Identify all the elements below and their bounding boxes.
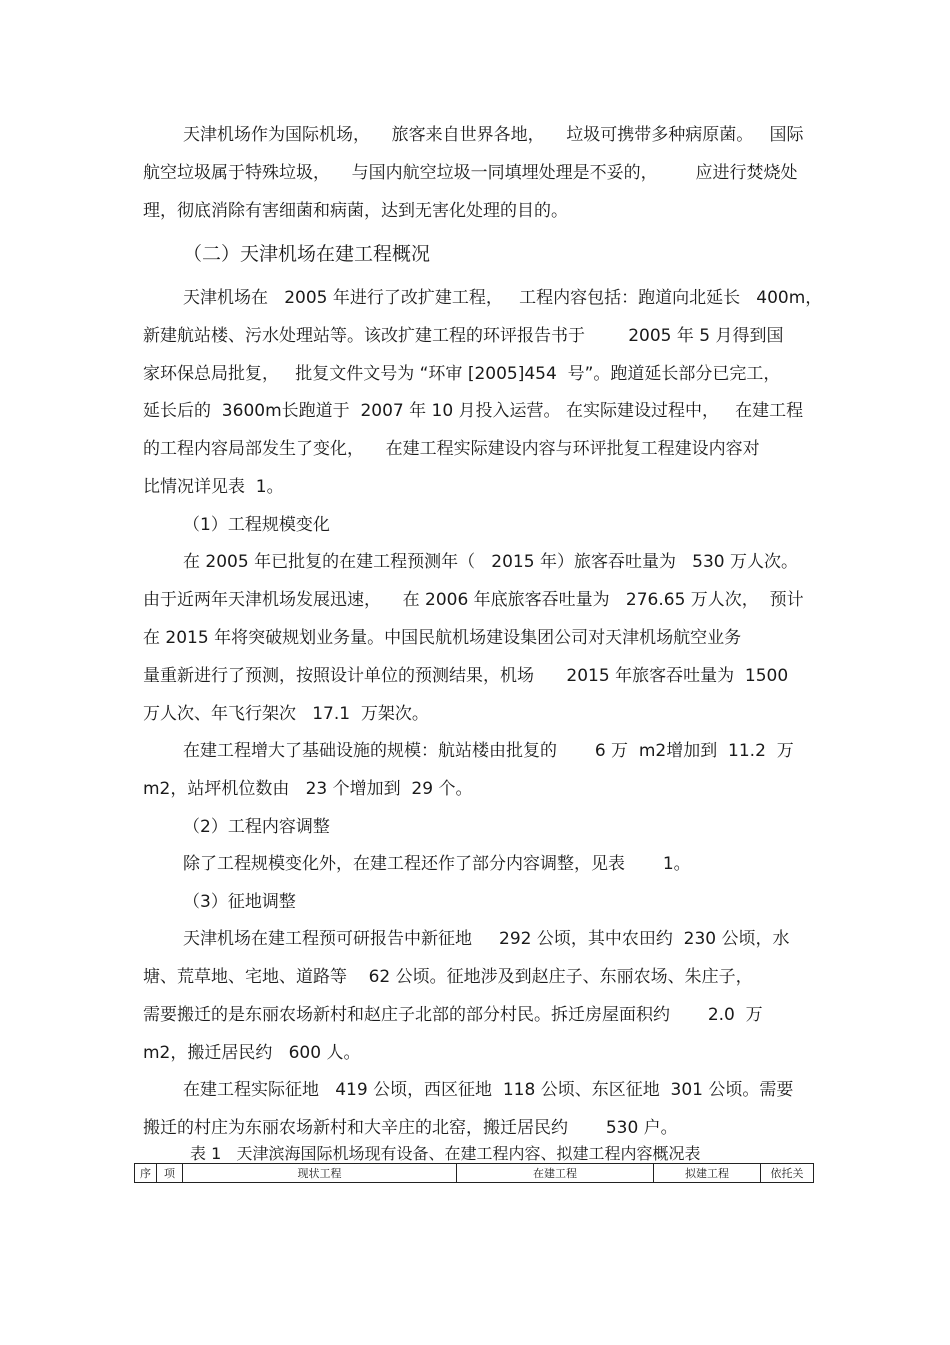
paragraph-line: 天津机场在 2005 年进行了改扩建工程， 工程内容包括：跑道向北延长 400m， <box>183 288 823 308</box>
paragraph-line: 比情况详见表 1。 <box>143 477 284 497</box>
col-header-dependency: 依托关 <box>761 1164 814 1183</box>
paragraph-line: 由于近两年天津机场发展迅速， 在 2006 年底旅客吞吐量为 276.65 万人次， 预计 <box>143 590 804 610</box>
table-1 <box>134 1163 814 1183</box>
table-caption: 表 1 天津滨海国际机场现有设备、在建工程内容、拟建工程内容概况表 <box>190 1144 701 1163</box>
paragraph-line: 在建工程增大了基础设施的规模：航站楼由批复的 6 万 m2增加到 11.2 万 <box>183 741 794 761</box>
paragraph-line: 的工程内容局部发生了变化， 在建工程实际建设内容与环评批复工程建设内容对 <box>143 439 760 459</box>
paragraph-line: 延长后的 3600m长跑道于 2007 年 10 月投入运营。 在实际建设过程中， 在建工程 <box>143 401 804 421</box>
subsection-heading: （3）征地调整 <box>183 892 296 912</box>
paragraph-line: 在 2005 年已批复的在建工程预测年（ 2015 年）旅客吞吐量为 530 万人次。 <box>183 552 799 572</box>
paragraph-line: 天津机场在建工程预可研报告中新征地 292 公顷，其中农田约 230 公顷，水 <box>183 929 790 949</box>
paragraph-line: 搬迁的村庄为东丽农场新村和大辛庄的北窑，搬迁居民约 530 户。 <box>143 1118 678 1138</box>
paragraph-line: 塘、荒草地、宅地、道路等 62 公顷。征地涉及到赵庄子、东丽农场、朱庄子， <box>143 967 753 987</box>
paragraph-line: m2，站坪机位数由 23 个增加到 29 个。 <box>143 779 473 799</box>
paragraph-line: 量重新进行了预测，按照设计单位的预测结果，机场 2015 年旅客吞吐量为 1500 <box>143 666 789 686</box>
paragraph-line: 除了工程规模变化外，在建工程还作了部分内容调整，见表 1。 <box>183 854 691 874</box>
paragraph-line: 需要搬迁的是东丽农场新村和赵庄子北部的部分村民。拆迁房屋面积约 2.0 万 <box>143 1005 763 1025</box>
paragraph-line: 理，彻底消除有害细菌和病菌，达到无害化处理的目的。 <box>143 201 568 221</box>
col-header-seq: 序 <box>135 1164 157 1183</box>
paragraph-line: 航空垃圾属于特殊垃圾， 与国内航空垃圾一同填埋处理是不妥的， 应进行焚烧处 <box>143 163 798 183</box>
paragraph-line: 天津机场作为国际机场， 旅客来自世界各地， 垃圾可携带多种病原菌。 国际 <box>183 125 804 145</box>
subsection-heading: （1）工程规模变化 <box>183 515 330 535</box>
paragraph-line: 在建工程实际征地 419 公顷，西区征地 118 公顷、东区征地 301 公顷。需要 <box>183 1080 794 1100</box>
col-header-item: 项 <box>157 1164 183 1183</box>
col-header-existing: 现状工程 <box>183 1164 457 1183</box>
paragraph-line: 家环保总局批复， 批复文件文号为 “环审 [2005]454 号”。跑道延长部分已完工， <box>143 364 781 384</box>
table-header-row <box>135 1164 814 1183</box>
col-header-under-construction: 在建工程 <box>457 1164 654 1183</box>
section-heading: （二）天津机场在建工程概况 <box>183 243 431 265</box>
col-header-planned: 拟建工程 <box>654 1164 761 1183</box>
paragraph-line: 万人次、年飞行架次 17.1 万架次。 <box>143 704 429 724</box>
paragraph-line: m2，搬迁居民约 600 人。 <box>143 1043 361 1063</box>
paragraph-line: 在 2015 年将突破规划业务量。中国民航机场建设集团公司对天津机场航空业务 <box>143 628 742 648</box>
subsection-heading: （2）工程内容调整 <box>183 817 330 837</box>
paragraph-line: 新建航站楼、污水处理站等。该改扩建工程的环评报告书于 2005 年 5 月得到国 <box>143 326 784 346</box>
